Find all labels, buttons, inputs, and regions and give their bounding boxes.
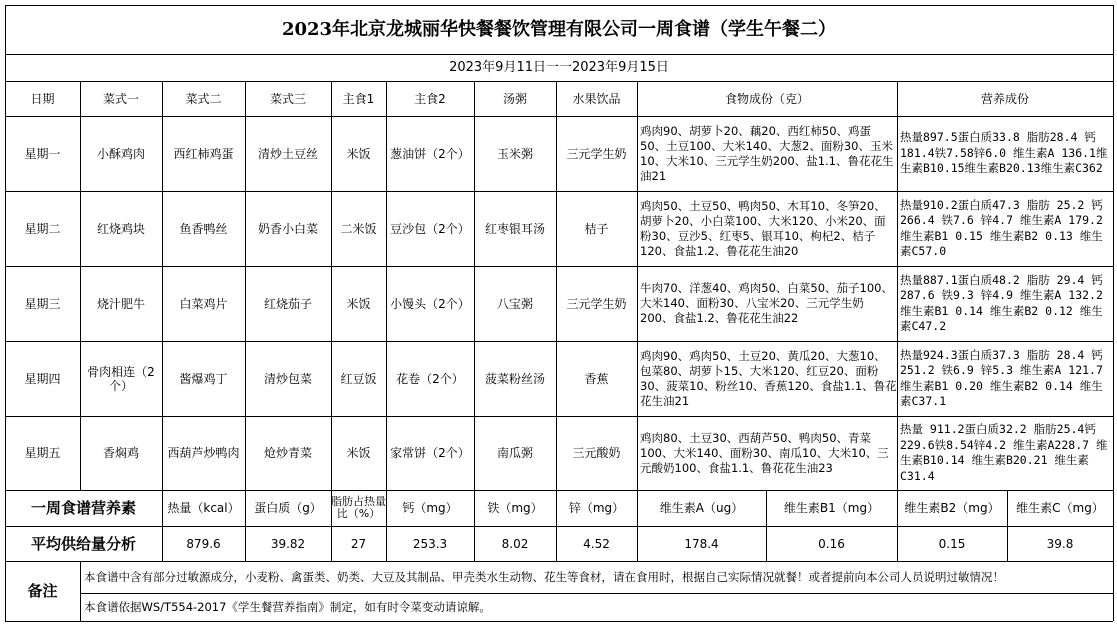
nutrient-header: 维生素B1（mg）: [783, 501, 880, 515]
nutrition-cell: 热量887.1蛋白质48.2 脂肪 29.4 钙287.6 铁9.3 锌4.9 维生素A 132.2维生素B1 0.14 维生素B2 0.12 维生素C47.2: [900, 272, 1103, 333]
staple1-cell: 米饭: [346, 296, 371, 311]
header-staple2: 主食2: [414, 91, 446, 106]
header-nutrition: 营养成份: [980, 91, 1029, 106]
nutrient-value: 253.3: [412, 536, 448, 551]
nutrient-value: 178.4: [684, 536, 719, 551]
nutrition-cell: 热量910.2蛋白质47.3 脂肪 25.2 钙266.4 铁7.6 锌4.7 维生素A 179.2维生素B1 0.15 维生素B2 0.13 维生素C57.0: [900, 197, 1103, 258]
day-label: 星期二: [24, 221, 61, 236]
dish3-cell: 炝炒青菜: [263, 446, 312, 460]
header-date: 日期: [30, 91, 55, 106]
nutrient-value: 0.15: [938, 536, 966, 551]
notes-guideline: 本食谱依据WS/T554-2017《学生餐营养指南》制定，如有时令菜变动请谅解。: [84, 600, 491, 614]
nutrient-header: 维生素A（ug）: [659, 501, 744, 515]
staple2-cell: 家常饼（2个）: [390, 446, 470, 460]
day-label: 星期三: [24, 296, 61, 311]
header-soup: 汤粥: [502, 91, 527, 106]
nutrient-value: 8.02: [501, 536, 529, 551]
drink-cell: 香蕉: [584, 371, 609, 386]
notes-label: 备注: [27, 582, 58, 600]
ingredients-cell: 牛肉70、洋葱40、鸡肉50、白菜50、茄子100、大米140、面粉30、八宝米20、三元学生奶200、食盐1.2、鲁花花生油22: [640, 281, 893, 325]
day-label: 星期四: [24, 371, 61, 386]
nutrient-header: 维生素B2（mg）: [904, 501, 1000, 515]
nutrient-header: 钙（mg）: [402, 501, 458, 515]
dish3-cell: 清炒包菜: [263, 371, 312, 386]
soup-cell: 玉米粥: [496, 146, 533, 161]
dish2-cell: 鱼香鸭丝: [179, 221, 228, 236]
nutrient-header: 蛋白质（g）: [254, 501, 322, 515]
staple2-cell: 葱油饼（2个）: [390, 146, 470, 161]
dish1-cell: 小酥鸡肉: [96, 146, 145, 161]
dish1-cell: 香焖鸡: [102, 446, 139, 460]
header-staple1: 主食1: [342, 91, 375, 106]
nutrient-value: 39.8: [1046, 536, 1074, 551]
summary-label-average: 平均供给量分析: [30, 534, 136, 553]
staple2-cell: 花卷（2个）: [396, 371, 464, 386]
staple2-cell: 豆沙包（2个）: [390, 221, 470, 236]
dish2-cell: 西红柿鸡蛋: [173, 146, 234, 161]
notes-allergen: 本食谱中含有部分过敏源成分，小麦粉、禽蛋类、奶类、大豆及其制品、甲壳类水生动物、花生等食材，请在食用时，根据自己实际情况就餐！或者提前向本公司人员说明过敏情况！: [84, 570, 1004, 584]
staple1-cell: 二米饭: [340, 221, 377, 236]
nutrient-value: 39.82: [270, 536, 306, 551]
nutrient-header: 铁（mg）: [487, 501, 543, 515]
dish3-cell: 红烧茄子: [263, 296, 312, 311]
day-label: 星期一: [24, 146, 61, 161]
nutrition-cell: 热量924.3蛋白质37.3 脂肪 28.4 钙251.2 铁6.9 锌5.3 维生素A 121.7维生素B1 0.20 维生素B2 0.14 维生素C37.1: [900, 347, 1103, 408]
soup-cell: 菠菜粉丝汤: [484, 371, 545, 386]
header-dish2: 菜式二: [185, 91, 222, 106]
nutrient-value: 879.6: [186, 536, 221, 551]
nutrient-header: 维生素C（mg）: [1016, 501, 1104, 515]
dish1-cell: 烧汁肥牛: [96, 296, 145, 311]
nutrient-header: 锌（mg）: [568, 501, 625, 515]
dish1-cell: 红烧鸡块: [96, 221, 145, 236]
nutrient-value: 27: [350, 536, 367, 551]
header-dish3: 菜式三: [269, 91, 306, 106]
soup-cell: 红枣银耳汤: [484, 221, 545, 236]
soup-cell: 八宝粥: [496, 296, 533, 311]
drink-cell: 桔子: [584, 221, 609, 236]
date-range: 2023年9月11日一一2023年9月15日: [449, 59, 669, 75]
nutrition-cell: 热量 911.2蛋白质32.2 脂肪25.4钙229.6铁8.54锌4.2 维生素A228.7 维生素B10.14 维生素B20.21 维生素C31.4: [900, 422, 1108, 483]
summary-label-weekly: 一周食谱营养素: [30, 499, 136, 517]
header-ingredients: 食物成份（克）: [724, 91, 809, 106]
dish3-cell: 奶香小白菜: [257, 221, 318, 236]
nutrition-cell: 热量897.5蛋白质33.8 脂肪28.4 钙181.4铁7.58锌6.0 维生素A 136.1维生素B10.15维生素B20.13维生素C362: [900, 130, 1108, 176]
ingredients-cell: 鸡肉50、土豆50、鸭肉50、木耳10、冬笋20、胡萝卜20、小白菜100、大米120、小米20、面粉30、豆沙5、红枣5、银耳10、枸杞2、桔子120、食盐1.2、鲁花花生油20: [640, 198, 886, 258]
drink-cell: 三元酸奶: [572, 446, 621, 460]
dish2-cell: 酱爆鸡丁: [179, 371, 228, 386]
dish3-cell: 清炒土豆丝: [257, 146, 318, 161]
staple1-cell: 米饭: [346, 446, 371, 460]
ingredients-cell: 鸡肉90、鸡肉50、土豆20、黄瓜20、大葱10、包菜80、胡萝卜15、大米120、红豆20、面粉30、菠菜10、粉丝10、香蕉120、食盐1.1、鲁花花生油21: [640, 348, 897, 408]
header-drink: 水果饮品: [572, 91, 621, 106]
day-label: 星期五: [24, 446, 61, 460]
page-title: 2023年北京龙城丽华快餐餐饮管理有限公司一周食谱（学生午餐二）: [281, 18, 837, 40]
dish1-cell: 骨肉相连（2个）: [87, 364, 155, 393]
nutrient-header: 热量（kcal）: [167, 501, 240, 515]
nutrient-value: 4.52: [583, 536, 610, 551]
soup-cell: 南瓜粥: [496, 446, 533, 460]
dish2-cell: 白菜鸡片: [179, 296, 228, 311]
ingredients-cell: 鸡肉90、胡萝卜20、藕20、西红柿50、鸡蛋50、土豆100、大米140、大葱2、面粉30、玉米10、大米10、三元学生奶200、盐1.1、鲁花花生油21: [640, 123, 894, 183]
ingredients-cell: 鸡肉80、土豆30、西葫芦50、鸭肉50、青菜100、大米140、面粉30、南瓜10、大米10、三元酸奶100、食盐1.1、鲁花花生油23: [640, 430, 889, 475]
staple2-cell: 小馒头（2个）: [390, 296, 470, 311]
nutrient-value: 0.16: [818, 536, 845, 551]
nutrient-header: 脂肪占热量比（%）: [331, 495, 386, 520]
drink-cell: 三元学生奶: [566, 296, 627, 311]
header-dish1: 菜式一: [102, 91, 139, 106]
drink-cell: 三元学生奶: [566, 146, 627, 161]
staple1-cell: 红豆饭: [340, 371, 377, 386]
staple1-cell: 米饭: [346, 146, 371, 161]
dish2-cell: 西葫芦炒鸭肉: [167, 446, 240, 460]
